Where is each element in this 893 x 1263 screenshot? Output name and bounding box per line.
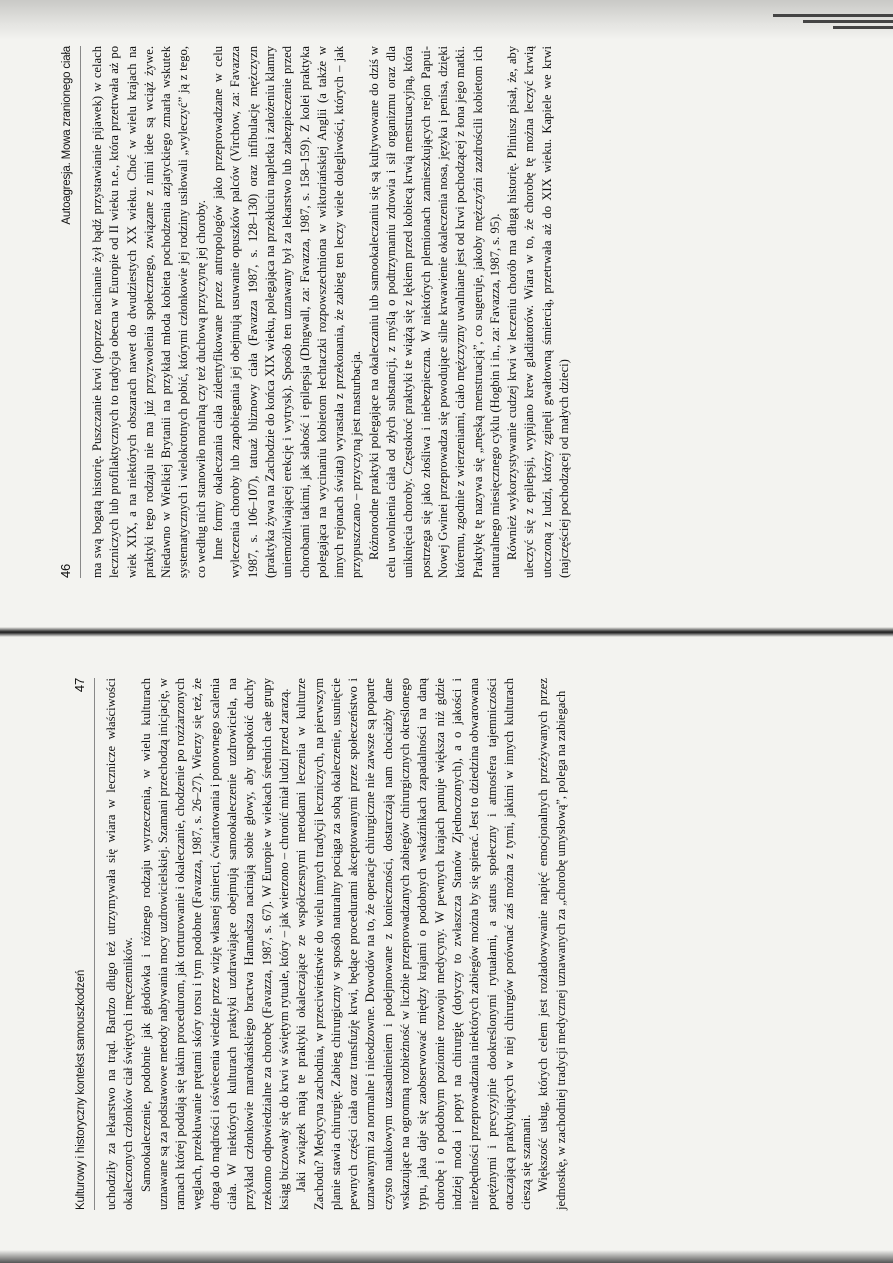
book-page-47 [72,674,847,1214]
running-head [58,46,81,578]
paragraph: Różnorodne praktyki polegające na okaleczaniu lub samookaleczaniu się są kultywowane do dziś w celu uwolnienia ciała od złych substancji, z myślą o podtrzymaniu zdrowia i sił organizmu oraz dla uniknięcia choroby. Częstokroć praktyki te wiążą się z lękiem przed kobiecą krwią menstruacyjną, która postrzega się jako złośliwa i niebezpieczna. W niektórych plemionach zamieszkujących rejon Papui-Nowej Gwinei przeprowadza się powodujące silne krwawienie okaleczenia nosa, języka i penisa, dzięki któremu, zgodnie z wierzeniami, ciało mężczyzny uwalniane jest od krwi pochodzącej z łona jego matki. Praktykę tę nazywa się „męską menstruacją”, co sugeruje, jakoby mężczyźni zazdrościli kobietom ich naturalnego miesięcznego cyklu (Hogbin i in., za: Favazza, 1987, s. 95). [366,46,502,578]
paragraph: Inne formy okaleczania ciała zidentyfikowane przez antropologów jako przeprowadzane w celu wyleczenia choroby lub zapobiegania jej obejmują usuwanie opuszków palców (Virchow, za: Favazza 1987, s. 106–107), tatuaż bliznowy ciała (Favazza 1987, s. 128–130) oraz infibulację mężczyzn (praktyka żywa na Zachodzie do końca XIX wieku, polegająca na przekłuciu napletka i założeniu klamry uniemożliwiającej erekcję i wytrysk). Sposób ten uznawany był za lekarstwo lub zabezpieczenie przed chorobami takimi, jak słabość i epilepsja (Dingwall, za: Favazza, 1987, s. 158–159). Z kolei praktyka polegająca na wycinaniu kobietom łechtaczki rozpowszechniona w wiktoriańskiej Anglii (a także w innych rejonach świata) wyrastała z przekonania, że zabieg ten leczy wiele dolegliwości, których – jak przypuszczano – przyczyną jest masturbacja. [211,46,364,578]
paragraph: Również wykorzystywanie cudzej krwi w leczeniu chorób ma długą historię. Pliniusz pisał, że, aby uleczyć się z epilepsji, wypijano krew gladiatorów. Wiara w to, że chorobę tę można leczyć krwią utoczoną z ludzi, którzy zginęli gwałtowną śmiercią, przetrwała aż do XIX wieku. Kapiele we krwi (najczęściej pochodzącej od małych dzieci) [505,46,572,578]
running-head-title: Kulturowy i historyczny kontekst samouszkodzeń [75,969,87,1210]
paragraph: ma swą bogatą historię. Puszczanie krwi (poprzez nacinanie żył bądź przystawianie pijawek) w celach leczniczych lub profilaktycznych to tradycja obecna w Europie od II wieku n.e., która przetrwała aż po wiek XIX, a na niektórych obszarach nawet do dwudziestych XX wieku. Choć w wielu krajach na praktyki tego rodzaju nie ma już przyzwolenia społecznego, związane z nimi idee są wciąż żywe. Niedawno w Wielkiej Brytanii na przykład młoda kobieta pochodzenia azjatyckiego zmarła wskutek systematycznych i wielokrotnych pobić, którymi członkowie jej rodziny usiłowali „wyleczyć” ją z tego, co według nich stanowiło moralną czy też duchową przyczynę jej choroby. [90,46,208,578]
scan-artifact-line [773,14,893,17]
scan-artifact-line [803,20,893,23]
page-number: 47 [72,678,87,693]
page-body [89,46,573,578]
scan-top-edge [0,0,893,40]
page-body [103,678,570,1210]
running-head [72,678,95,1210]
paragraph: Jaki związek mają te praktyki okaleczające ze współczesnymi metodami leczenia w kulturze Zachodu? Medycyna zachodnia, w przeciwieństwie do wielu innych tradycji leczniczych, na pierwszym planie stawia chirurgię. Zabieg chirurgiczny w sposób naturalny pociąga za sobą okaleczenie, usunięcie pewnych części ciała oraz transfuzję krwi, będące procedurami akceptowanymi przez społeczeństwo i uznawanymi za normalne i nieodzowne. Dowodów na to, że operacje chirurgiczne nie zawsze są poparte czysto naukowym uzasadnieniem i podejmowane z konieczności, dostarczają nam chociażby dane wskazujące na ogromną rozbieżność w liczbie przeprowadzanych zabiegów chirurgicznych określonego typu, jaka daje się zaobserwować między krajami o podobnych wskaźnikach zapadalności na daną chorobę i o podobnym poziomie rozwoju medycyny. W pewnych krajach panuje większa niż gdzie indziej moda i popyt na chirurgię (dotyczy to zwłaszcza Stanów Zjednoczonych), a o jakości i niezbędności przeprowadzania niektórych zabiegów można by się spierać. Jest to dziedzina obwarowana potężnymi i precyzyjnie dookreślonymi rytuałami, a status społeczny i atmosfera tajemniczości otaczającą praktykujących w niej chirurgów porównać zaś można z tymi, jakimi w innych kulturach cieszą się szamani. [294,678,534,1210]
book-gutter [0,627,893,637]
page-number: 46 [58,563,73,578]
scan-artifact-line [833,26,893,29]
scan-bottom-edge [0,1250,893,1263]
paragraph: Samookaleczenie, podobnie jak głodówka i różnego rodzaju wyrzeczenia, w wielu kulturach uznawane są za podstawowe metody nabywania mocy uzdrowicielskiej. Szamani przechodzą inicjację, w ramach której poddają się takim procedurom, jak torturowanie i okaleczanie, chodzenie po rozżarzonych węglach, przekłuwanie prętami skóry torsu i tym podobne (Favazza, 1987, s. 26–27). Wierzy się też, że droga do mądrości i oświecenia wiedzie przez wizję własnej śmierci, ćwiartowania i ponownego scalenia ciała. W niektórych kulturach praktyki uzdrawiające obejmują samookaleczenie uzdrowiciela, na przykład członkowie marokańskiego bractwa Hamadsza nacinają sobie głowy, aby uspokoić duchy rzekomo odpowiedzialne za chorobę (Favazza, 1987, s. 67). W Europie w wiekach średnich całe grupy ksiąg biczowały się do krwi w świętym rytuale, który – jak wierzono – chronić miał ludzi przed zarazą. [138,678,291,1210]
running-head-title: Autoagresja. Mowa zranionego ciała [61,46,73,225]
paragraph: Większość usług, których celem jest rozładowywanie napięć emocjonalnych przeżywanych przez jednostkę, w zachodniej tradycji medycznej uznawanych za „chorobę umysłową”, polega na zabiegach [536,678,568,1210]
book-page-46 [58,42,833,582]
paragraph: uchodziły za lekarstwo na trąd. Bardzo długo też utrzymywała się wiara w lecznicze właściwości okaleczonych członków ciał świętych i męczenników. [104,678,136,1210]
